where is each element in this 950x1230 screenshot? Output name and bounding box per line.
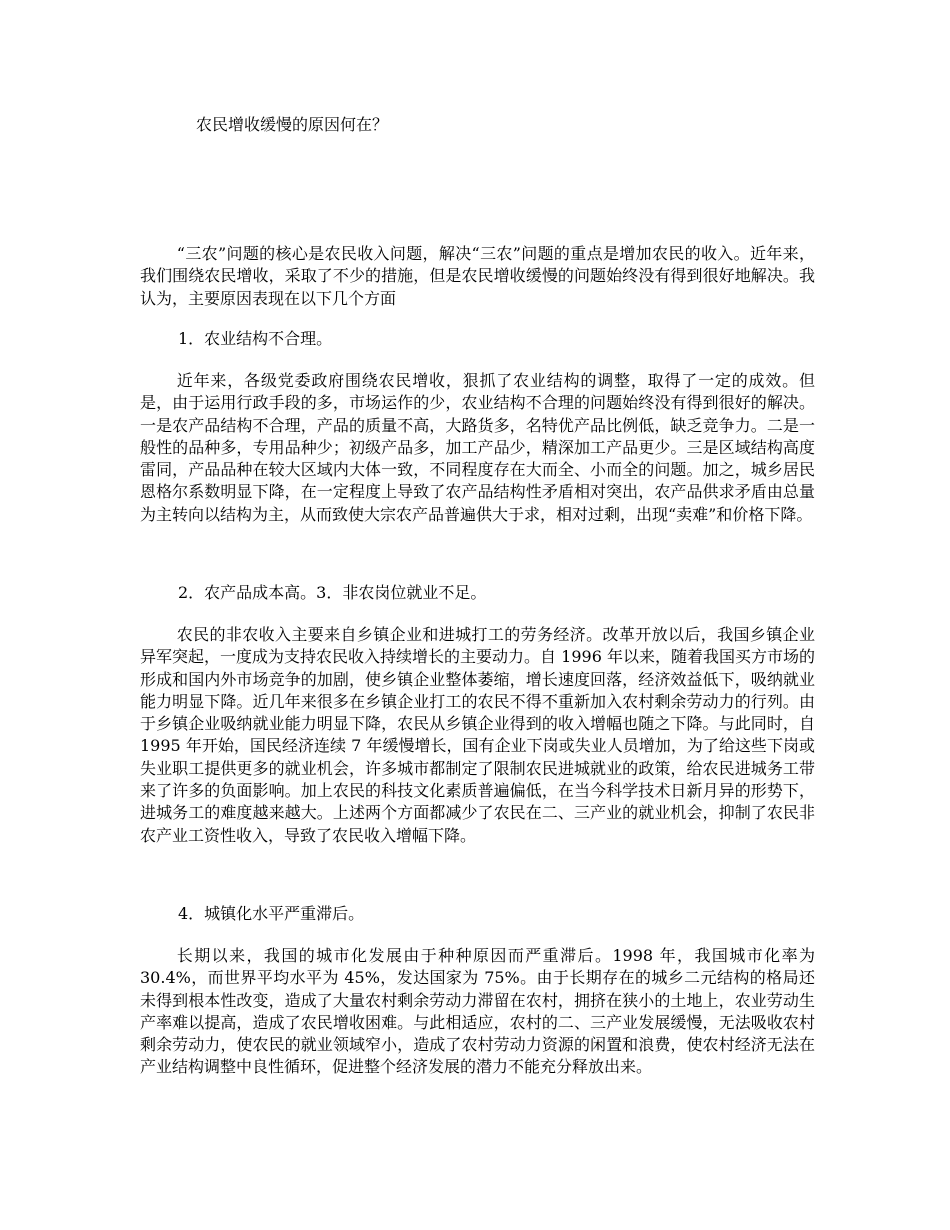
section-body-urbanization: 长期以来，我国的城市化发展由于种种原因而严重滞后。1998 年，我国城市化率为 30.4%，而世界平均水平为 45%，发达国家为 75%。由于长期存在的城乡二元结构的格局还未得到根本性改变，造成了大量农村剩余劳动力滞留在农村，拥挤在狭小的土地上，农业劳动生产率难以提高，造成了农民增收困难。与此相适应，农村的二、三产业发展缓慢，无法吸收农村剩余劳动力，使农民的就业领域窄小，造成了农村劳动力资源的闲置和浪费，使农村经济无法在产业结构调整中良性循环，促进整个经济发展的潜力不能充分释放出来。 <box>140 946 815 1077</box>
intro-paragraph: “三农”问题的核心是农民收入问题，解决“三农”问题的重点是增加农民的收入。近年来，我们围绕农民增收，采取了不少的措施，但是农民增收缓慢的问题始终没有得到很好地解决。我认为，主要原因表现在以下几个方面 <box>140 244 815 308</box>
section-heading-agricultural-structure: 1．农业结构不合理。 <box>178 329 333 348</box>
section-heading-cost-and-employment: 2．农产品成本高。3．非农岗位就业不足。 <box>178 583 487 602</box>
section-body-non-farm-employment: 农民的非农收入主要来自乡镇企业和进城打工的劳务经济。改革开放以后，我国乡镇企业异军突起，一度成为支持农民收入持续增长的主要动力。自 1996 年以来，随着我国买方市场的形成和国内外市场竞争的加剧，使乡镇企业整体萎缩，增长速度回落，经济效益低下，吸纳就业能力明显下降。近几年来很多在乡镇企业打工的农民不得不重新加入农村剩余劳动力的行列。由于乡镇企业吸纳就业能力明显下降，农民从乡镇企业得到的收入增幅也随之下降。与此同时，自 1995 年开始，国民经济连续 7 年缓慢增长，国有企业下岗或失业人员增加，为了给这些下岗或失业职工提供更多的就业机会，许多城市都制定了限制农民进城就业的政策，给农民进城务工带来了许多的负面影响。加上农民的科技文化素质普遍偏低，在当今科学技术日新月异的形势下，进城务工的难度越来越大。上述两个方面都减少了农民在二、三产业的就业机会，抑制了农民非农产业工资性收入，导致了农民收入增幅下降。 <box>140 625 815 845</box>
section-heading-urbanization: 4．城镇化水平严重滞后。 <box>178 904 365 923</box>
document-title: 农民增收缓慢的原因何在？ <box>196 115 389 134</box>
section-body-agricultural-structure: 近年来，各级党委政府围绕农民增收，狠抓了农业结构的调整，取得了一定的成效。但是，由于运用行政手段的多，市场运作的少，农业结构不合理的问题始终没有得到很好的解决。一是农产品结构不合理，产品的质量不高，大路货多，名特优产品比例低，缺乏竞争力。二是一般性的品种多，专用品种少；初级产品多，加工产品少，精深加工产品更少。三是区域结构高度雷同，产品品种在较大区域内大体一致，不同程度存在大而全、小而全的问题。加之，城乡居民恩格尔系数明显下降，在一定程度上导致了农产品结构性矛盾相对突出，农产品供求矛盾由总量为主转向以结构为主，从而致使大宗农产品普遍供大于求，相对过剩，出现“卖难”和价格下降。 <box>140 371 815 524</box>
